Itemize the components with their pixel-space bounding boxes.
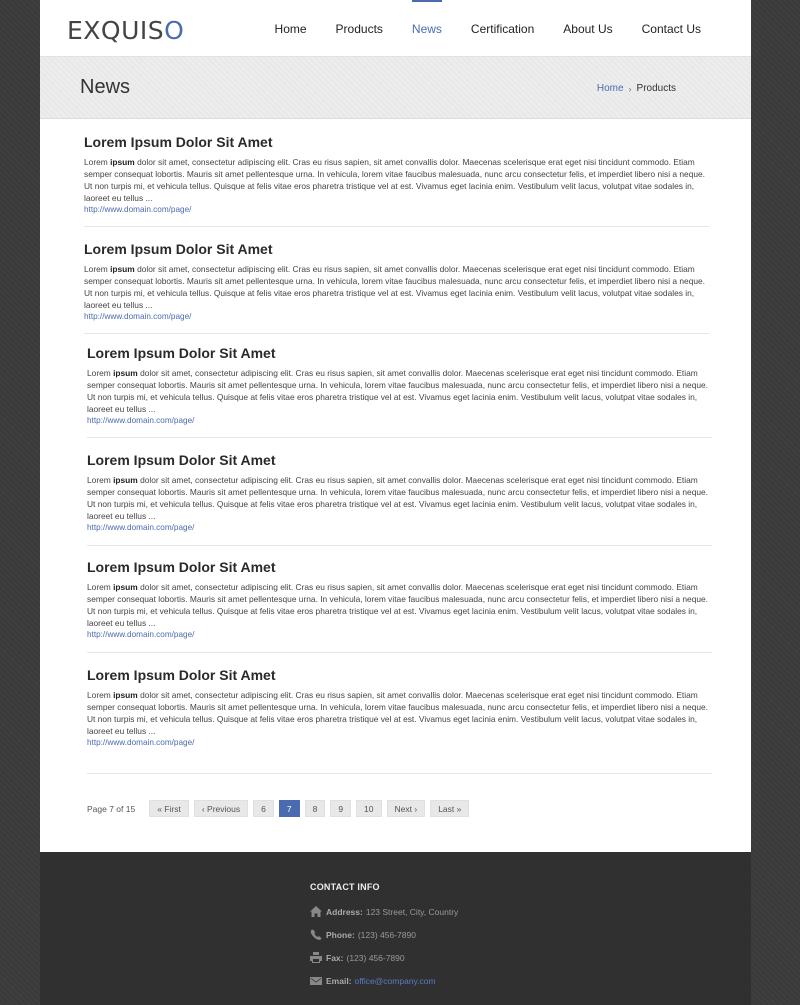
news-item	[84, 134, 710, 214]
breadcrumb-current: Products	[636, 83, 676, 94]
site-footer	[40, 852, 751, 1005]
news-link[interactable]: http://www.domain.com/page/	[87, 523, 195, 532]
news-item	[87, 667, 713, 747]
page-info: Page 7 of 15	[87, 803, 136, 814]
nav-contact-us[interactable]: Contact Us	[641, 22, 701, 36]
page-title-bar	[40, 57, 751, 119]
news-excerpt: Lorem ipsum dolor sit amet, consectetur adipiscing elit. Cras eu risus sapien, sit amet convallis dolor. Maecenas scelerisque erat eget nisi tincidunt commodo. Etiam semper consequat lobortis. Mauris sit amet pellentesque urna. In vehicula, lorem vitae faucibus malesuada, nunc arcu consectetur felis, et imperdiet libero nisi a neque. Ut non turpis mi, et vehicula tellus. Quisque at felis vitae eros pharetra tristique vel at est. Vivamus eget lacinia enim. Vestibulum velit lacus, volutpat vitae sodales in, laoreet eu tellus ...	[84, 264, 706, 310]
phone-icon	[310, 929, 322, 940]
news-excerpt: Lorem ipsum dolor sit amet, consectetur adipiscing elit. Cras eu risus sapien, sit amet convallis dolor. Maecenas scelerisque erat eget nisi tincidunt commodo. Etiam semper consequat lobortis. Mauris sit amet pellentesque urna. In vehicula, lorem vitae faucibus malesuada, nunc arcu consectetur felis, et imperdiet libero nisi a neque. Ut non turpis mi, et vehicula tellus. Quisque at felis vitae eros pharetra tristique vel at est. Vivamus eget lacinia enim. Vestibulum velit lacus, volutpat vitae sodales in, laoreet eu tellus ...	[87, 690, 709, 736]
pagination	[87, 800, 474, 817]
page-container	[40, 0, 751, 852]
breadcrumb	[597, 83, 676, 94]
news-title[interactable]: Lorem Ipsum Dolor Sit Amet	[87, 345, 276, 361]
main-nav	[246, 0, 701, 57]
home-icon	[310, 906, 322, 917]
nav-home[interactable]: Home	[274, 22, 307, 36]
page-title: News	[80, 76, 131, 98]
news-title[interactable]: Lorem Ipsum Dolor Sit Amet	[87, 559, 276, 575]
phone-value: (123) 456-7890	[357, 929, 416, 940]
nav-products[interactable]: Products	[335, 22, 383, 36]
contact-address	[310, 906, 458, 917]
email-label: Email:	[326, 975, 352, 986]
breadcrumb-home[interactable]: Home	[596, 83, 624, 94]
news-title[interactable]: Lorem Ipsum Dolor Sit Amet	[84, 134, 273, 150]
page-6-button[interactable]: 6	[253, 800, 274, 817]
envelope-icon	[310, 975, 322, 986]
nav-news[interactable]: News	[412, 0, 442, 57]
fax-value: (123) 456-7890	[346, 952, 405, 963]
page-9-button[interactable]: 9	[330, 800, 351, 817]
page-7-button[interactable]: 7	[279, 800, 300, 817]
fax-icon	[310, 952, 322, 963]
divider	[87, 545, 712, 546]
last-page-button[interactable]: Last »	[430, 800, 469, 817]
contact-phone	[310, 929, 416, 940]
logo[interactable]	[67, 16, 184, 45]
logo-accent: O	[164, 16, 185, 45]
first-page-button[interactable]: « First	[149, 800, 189, 817]
contact-email	[310, 975, 436, 986]
news-item	[87, 452, 713, 532]
previous-page-button[interactable]: ‹ Previous	[194, 800, 248, 817]
email-link[interactable]: office@company.com	[354, 975, 436, 986]
breadcrumb-separator: ›	[628, 83, 632, 94]
news-item	[87, 345, 713, 425]
news-item	[87, 559, 713, 639]
phone-label: Phone:	[326, 929, 355, 940]
contact-info-heading: CONTACT INFO	[310, 882, 380, 892]
news-link[interactable]: http://www.domain.com/page/	[87, 738, 195, 747]
news-title[interactable]: Lorem Ipsum Dolor Sit Amet	[84, 241, 273, 257]
news-excerpt: Lorem ipsum dolor sit amet, consectetur adipiscing elit. Cras eu risus sapien, sit amet convallis dolor. Maecenas scelerisque erat eget nisi tincidunt commodo. Etiam semper consequat lobortis. Mauris sit amet pellentesque urna. In vehicula, lorem vitae faucibus malesuada, nunc arcu consectetur felis, et imperdiet libero nisi a neque. Ut non turpis mi, et vehicula tellus. Quisque at felis vitae eros pharetra tristique vel at est. Vivamus eget lacinia enim. Vestibulum velit lacus, volutpat vitae sodales in, laoreet eu tellus ...	[84, 157, 706, 203]
nav-about-us[interactable]: About Us	[563, 22, 613, 36]
site-header	[40, 0, 751, 57]
address-label: Address:	[326, 906, 363, 917]
news-excerpt: Lorem ipsum dolor sit amet, consectetur adipiscing elit. Cras eu risus sapien, sit amet convallis dolor. Maecenas scelerisque erat eget nisi tincidunt commodo. Etiam semper consequat lobortis. Mauris sit amet pellentesque urna. In vehicula, lorem vitae faucibus malesuada, nunc arcu consectetur felis, et imperdiet libero nisi a neque. Ut non turpis mi, et vehicula tellus. Quisque at felis vitae eros pharetra tristique vel at est. Vivamus eget lacinia enim. Vestibulum velit lacus, volutpat vitae sodales in, laoreet eu tellus ...	[87, 475, 709, 521]
news-title[interactable]: Lorem Ipsum Dolor Sit Amet	[87, 667, 276, 683]
divider	[87, 773, 712, 774]
divider	[87, 437, 712, 438]
address-value: 123 Street, City, Country	[365, 906, 459, 917]
news-title[interactable]: Lorem Ipsum Dolor Sit Amet	[87, 452, 276, 468]
news-item	[84, 241, 710, 321]
divider	[87, 652, 712, 653]
news-link[interactable]: http://www.domain.com/page/	[84, 312, 192, 321]
nav-certification[interactable]: Certification	[470, 22, 535, 36]
news-link[interactable]: http://www.domain.com/page/	[87, 416, 195, 425]
contact-fax	[310, 952, 405, 963]
divider	[84, 333, 709, 334]
next-page-button[interactable]: Next ›	[387, 800, 426, 817]
news-link[interactable]: http://www.domain.com/page/	[87, 630, 195, 639]
fax-label: Fax:	[326, 952, 344, 963]
logo-text: EXQUIS	[67, 16, 165, 45]
news-link[interactable]: http://www.domain.com/page/	[84, 205, 192, 214]
news-excerpt: Lorem ipsum dolor sit amet, consectetur adipiscing elit. Cras eu risus sapien, sit amet convallis dolor. Maecenas scelerisque erat eget nisi tincidunt commodo. Etiam semper consequat lobortis. Mauris sit amet pellentesque urna. In vehicula, lorem vitae faucibus malesuada, nunc arcu consectetur felis, et imperdiet libero nisi a neque. Ut non turpis mi, et vehicula tellus. Quisque at felis vitae eros pharetra tristique vel at est. Vivamus eget lacinia enim. Vestibulum velit lacus, volutpat vitae sodales in, laoreet eu tellus ...	[87, 368, 709, 414]
page-10-button[interactable]: 10	[356, 800, 381, 817]
page-8-button[interactable]: 8	[305, 800, 326, 817]
news-excerpt: Lorem ipsum dolor sit amet, consectetur adipiscing elit. Cras eu risus sapien, sit amet convallis dolor. Maecenas scelerisque erat eget nisi tincidunt commodo. Etiam semper consequat lobortis. Mauris sit amet pellentesque urna. In vehicula, lorem vitae faucibus malesuada, nunc arcu consectetur felis, et imperdiet libero nisi a neque. Ut non turpis mi, et vehicula tellus. Quisque at felis vitae eros pharetra tristique vel at est. Vivamus eget lacinia enim. Vestibulum velit lacus, volutpat vitae sodales in, laoreet eu tellus ...	[87, 582, 709, 628]
divider	[84, 226, 709, 227]
